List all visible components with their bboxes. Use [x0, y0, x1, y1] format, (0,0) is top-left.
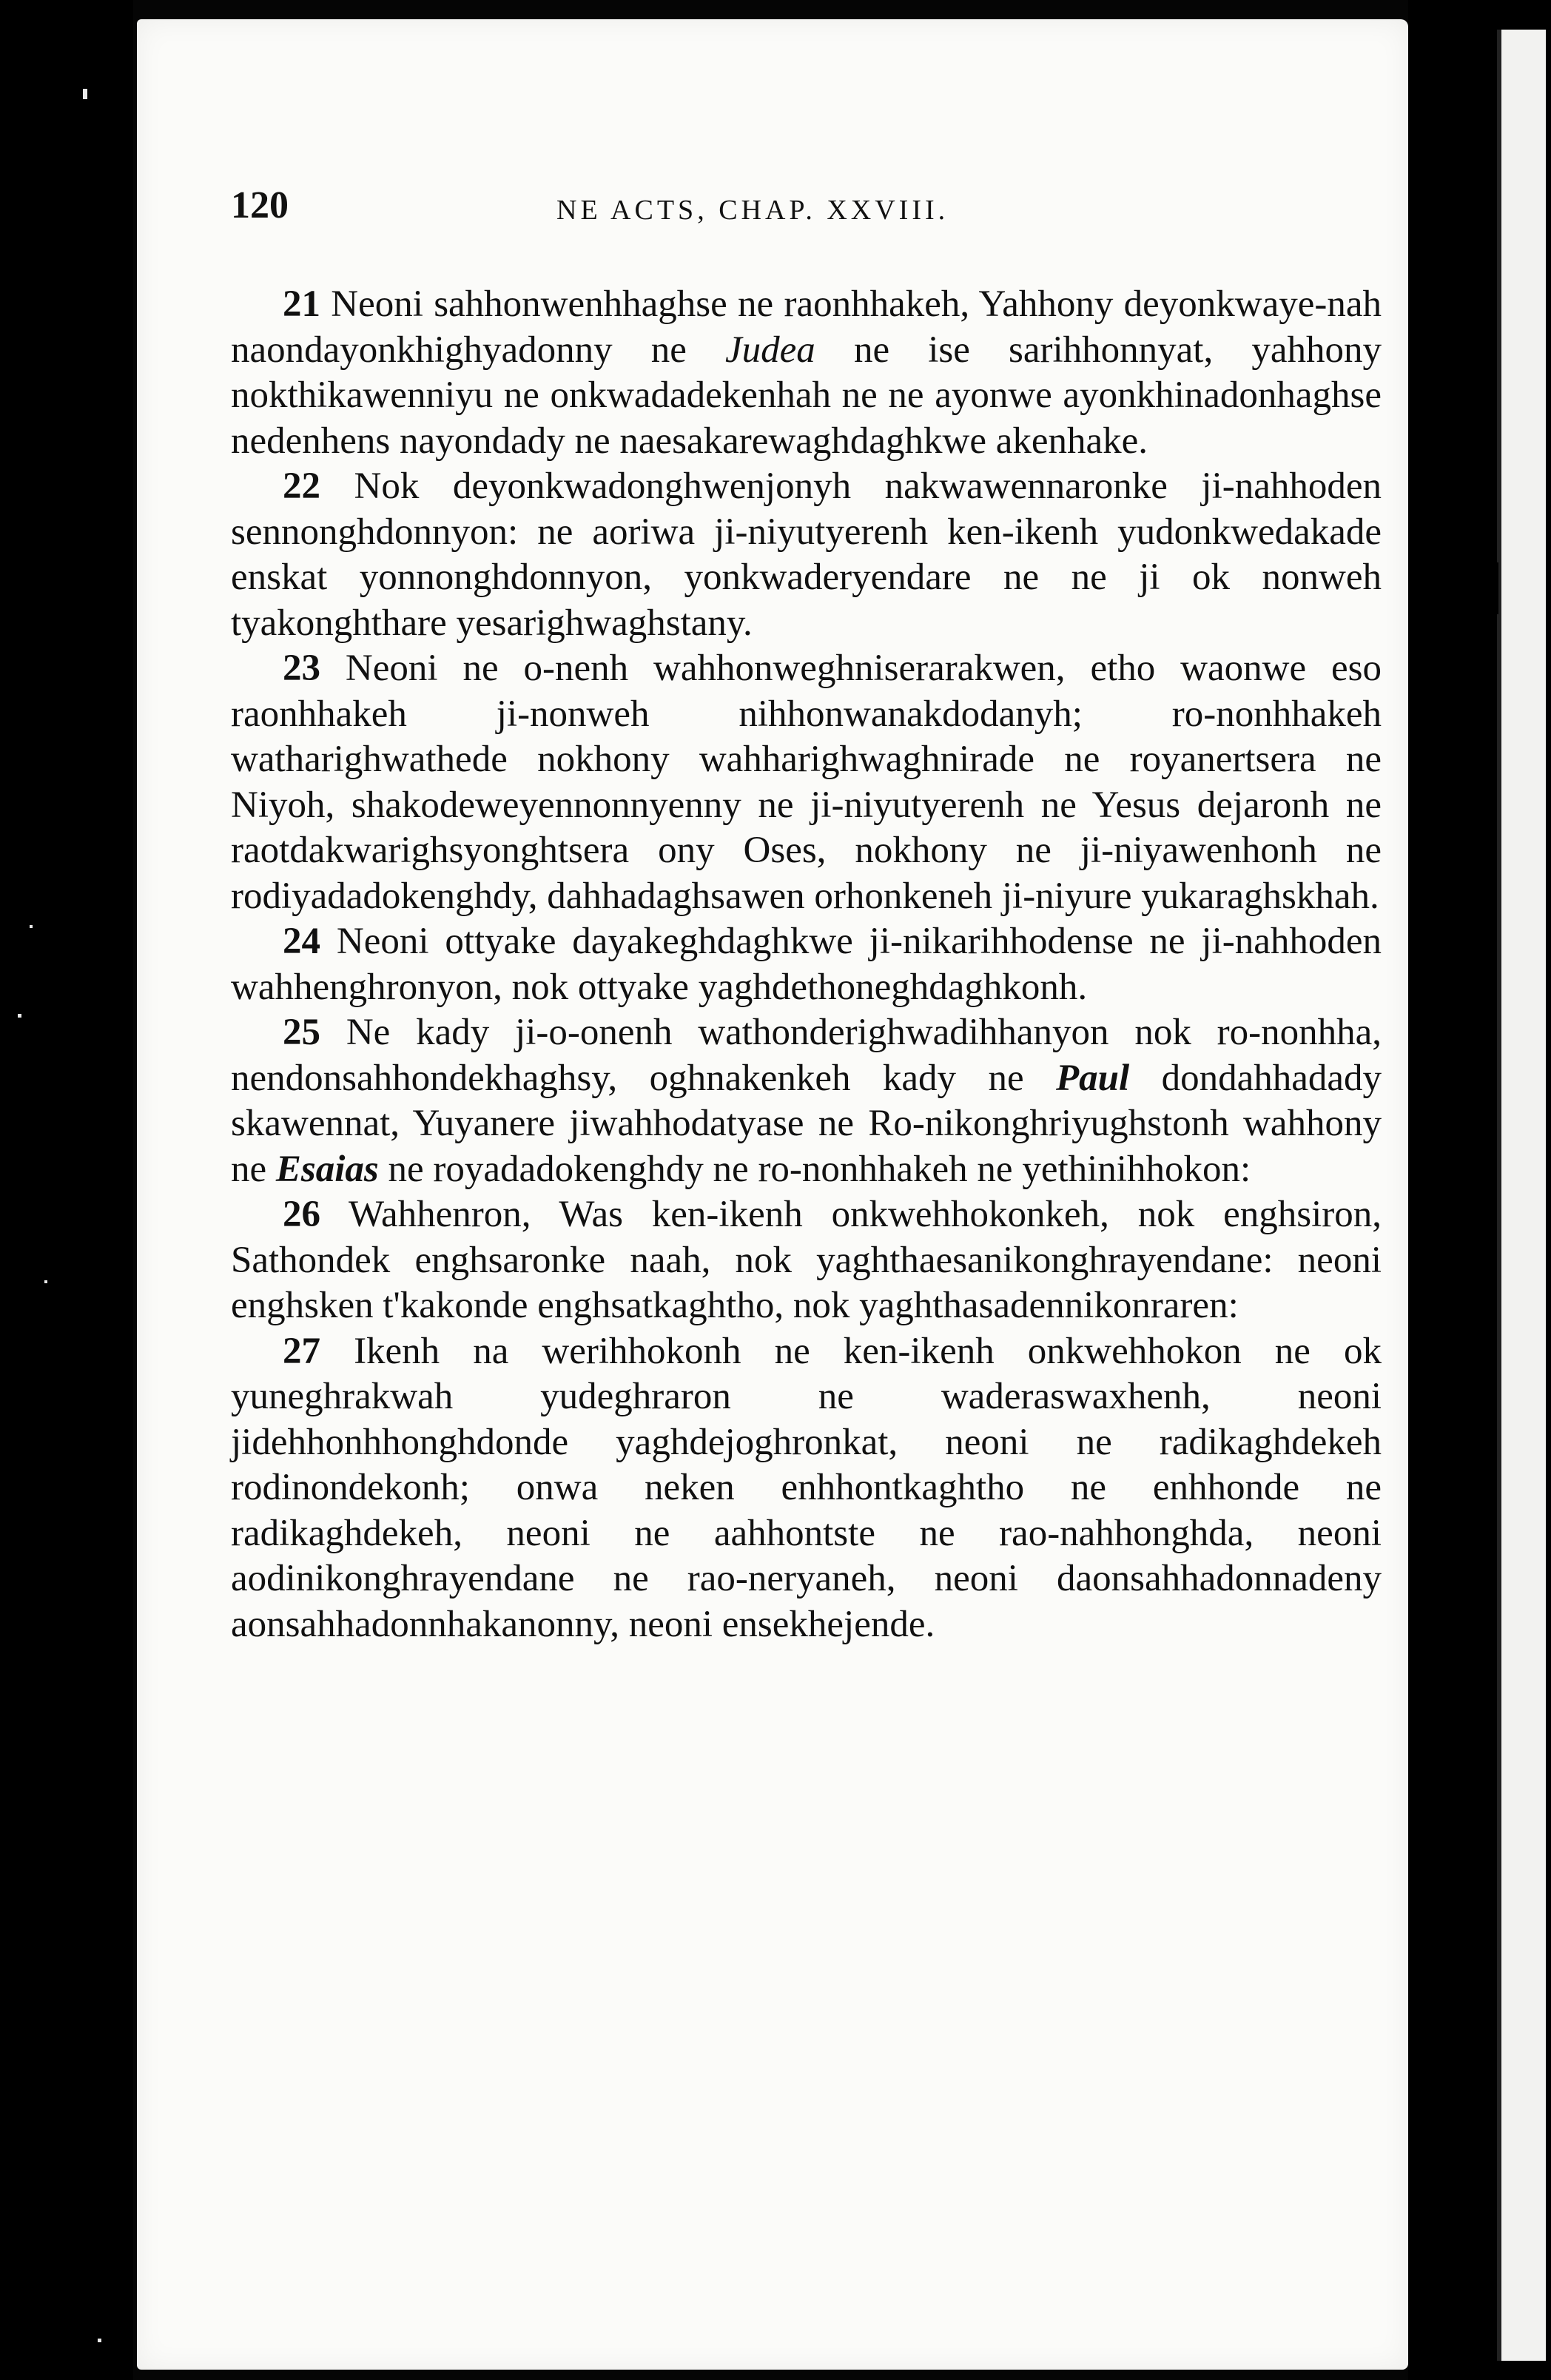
running-head: NE ACTS, CHAP. XXVIII. [556, 195, 949, 226]
verse-22 [231, 464, 1382, 646]
verse-text: ne royadadokenghdy ne ro-nonhhakeh ne yethinihhokon: [378, 1148, 1251, 1190]
scan-left-margin [0, 0, 133, 2380]
verse-text: Neoni sahhonwenhhaghse ne raonhhakeh, Yahhony deyonkwaye-nah naondayonkhighyadonny ne [231, 283, 1382, 371]
page-header [231, 184, 1385, 243]
verse-text: dondahhadady skawennat, Yuyanere jiwahhodatyase ne Ro-nikonghriyughstonh wahhony ne [231, 1057, 1382, 1190]
page-number: 120 [231, 184, 289, 226]
verse-number: 24 [283, 921, 320, 962]
verse-text: Neoni ottyake dayakeghdaghkwe ji-nikarihhodense ne ji-nahhoden wahhenghronyon, nok ottyake yaghdethoneghdaghkonh. [231, 921, 1382, 1008]
verse-text: Nok deyonkwadonghwenjonyh nakwawennaronke ji-nahhoden sennonghdonnyon: ne aoriwa ji-niyutyerenh ken-ikenh yudonkwedakade enskat yonnonghdonnyon, yonkwaderyendare ne ne ji ok nonweh tyakonghthare yesarighwaghstany. [231, 465, 1382, 644]
verse-23 [231, 646, 1382, 919]
verse-24 [231, 919, 1382, 1010]
verse-text: Neoni ne o-nenh wahhonweghniserarakwen, etho waonwe eso raonhhakeh ji-nonweh nihhonwanakdodanyh; ro-nonhhakeh watharighwathede nokhony wahharighwaghnirade ne royanertsera ne Niyoh, shakodeweyennonnyenny ne ji-niyutyerenh ne Yesus dejaronh ne raotdakwarighsyonghtsera ony Oses, nokhony ne ji-niyawenhonh ne rodiyadadokenghdy, dahhadaghsawen orhonkeneh ji-niyure yukaraghskhah. [231, 648, 1382, 917]
verse-number: 27 [283, 1330, 320, 1372]
verse-number: 23 [283, 648, 320, 689]
verse-27 [231, 1329, 1382, 1648]
adjacent-page-edge [1497, 30, 1546, 2361]
verse-number: 26 [283, 1194, 320, 1235]
verse-text: Ne kady ji-o-onenh wathonderighwadihhanyon nok ro-nonhha, nendonsahhondekhaghsy, oghnakenkeh kady ne [231, 1012, 1382, 1099]
verse-text: ne ise sarihhonnyat, yahhony nokthikawenniyu ne onkwadadekenhah ne ne ayonwe ayonkhinadonhaghse nedenhens nayondady ne naesakarewaghdaghkwe akenhake. [231, 329, 1382, 462]
verse-number: 22 [283, 465, 320, 507]
book-page [137, 19, 1408, 2370]
verse-21 [231, 282, 1382, 464]
body-text [231, 282, 1382, 1647]
verse-number: 25 [283, 1012, 320, 1053]
verse-25 [231, 1010, 1382, 1192]
verse-text: Wahhenron, Was ken-ikenh onkwehhokonkeh, nok enghsiron, Sathondek enghsaronke naah, nok yaghthaesanikonghrayendane: neoni enghsken t'kakonde enghsatkaghtho, nok yaghthasadennikonraren: [231, 1194, 1382, 1326]
scan-right-edge [1408, 0, 1551, 2380]
verse-number: 21 [283, 283, 320, 325]
verse-emphasis: Judea [725, 329, 815, 371]
verse-emphasis: Paul [1055, 1057, 1130, 1099]
verse-26 [231, 1192, 1382, 1329]
verse-emphasis: Esaias [275, 1148, 379, 1190]
verse-text: Ikenh na werihhokonh ne ken-ikenh onkwehhokon ne ok yuneghrakwah yudeghraron ne waderaswaxhenh, neoni jidehhonhhonghdonde yaghdejoghronkat, neoni ne radikaghdekeh rodinondekonh; onwa neken enhhontkaghtho ne enhhonde ne radikaghdekeh, neoni ne aahhontste ne rao-nahhonghda, neoni aodinikonghrayendane ne rao-neryaneh, neoni daonsahhadonnadeny aonsahhadonnhakanonny, neoni ensekhejende. [231, 1330, 1382, 1645]
